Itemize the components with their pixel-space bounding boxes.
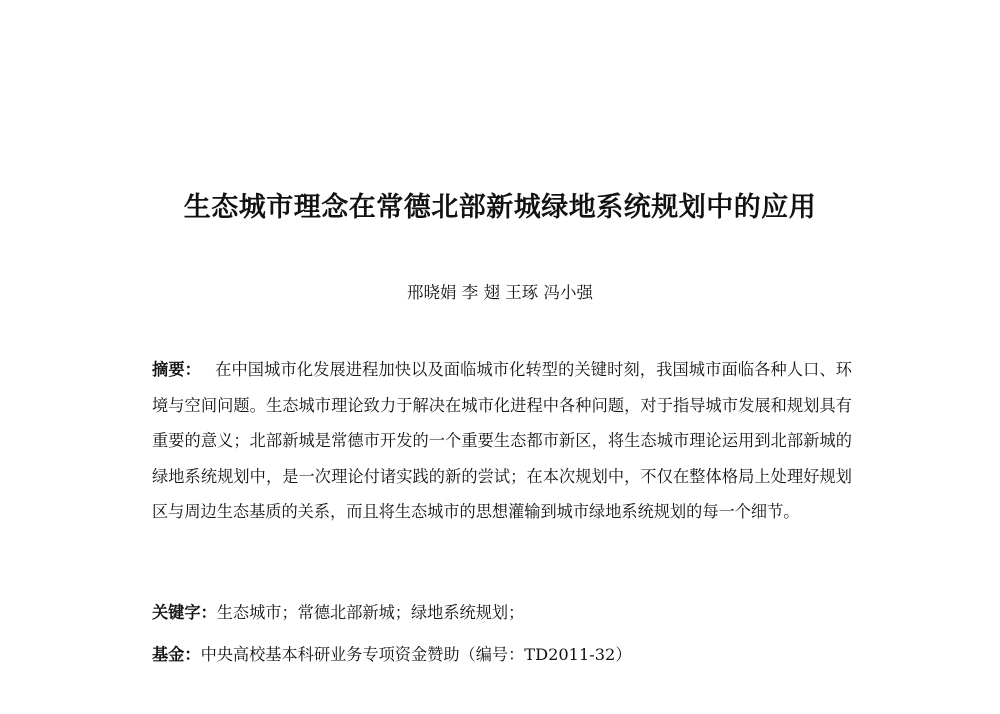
abstract-label: 摘要： [152, 360, 201, 379]
paper-authors: 邢晓娟 李 翅 王琢 冯小强 [407, 283, 593, 302]
keywords-text: 生态城市；常德北部新城；绿地系统规划； [216, 603, 525, 622]
abstract-text: 在中国城市化发展进程加快以及面临城市化转型的关键时刻，我国城市面临各种人口、环境与空间问题。生态城市理论致力于解决在城市化进程中各种问题，对于指导城市发展和规划具有重要的意义；北部新城是常德市开发的一个重要生态都市新区，将生态城市理论运用到北部新城的绿地系统规划中，是一次理论付诸实践的新的尝试；在本次规划中，不仅在整体格局上处理好规划区与周边生态基质的关系，而且将生态城市的思想灌输到城市绿地系统规划的每一个细节。 [152, 360, 852, 521]
fund-text: 中央高校基本科研业务专项资金赞助（编号：TD2011-32） [200, 645, 632, 664]
keywords-section [152, 598, 852, 628]
keywords-label: 关键字： [152, 603, 217, 622]
paper-title: 生态城市理念在常德北部新城绿地系统规划中的应用 [183, 192, 817, 223]
abstract-section [152, 352, 852, 530]
fund-section [152, 640, 852, 670]
fund-label: 基金： [152, 645, 201, 664]
